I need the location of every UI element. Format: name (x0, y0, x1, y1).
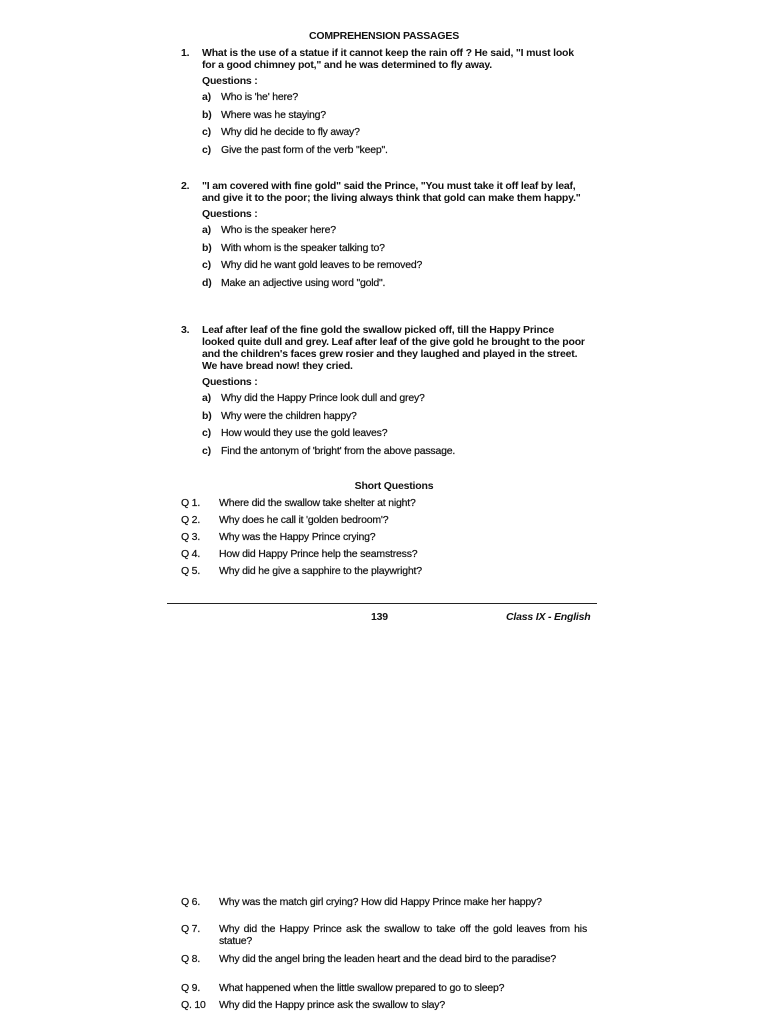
question-item (202, 259, 587, 277)
question-item (202, 126, 587, 144)
question-list (202, 224, 587, 294)
question-item (202, 91, 587, 109)
short-question-text: Why does he call it 'golden bedroom'? (219, 514, 389, 526)
short-questions-heading: Short Questions (354, 480, 434, 492)
question-label: b) (202, 409, 212, 422)
passage-number: 2. (181, 180, 190, 192)
short-question-text: Why was the match girl crying? How did Happy Prince make her happy? (219, 896, 542, 908)
short-question-text: Where did the swallow take shelter at night? (219, 497, 416, 509)
footer-class-label: Class IX - English (506, 611, 591, 623)
question-label: b) (202, 108, 212, 121)
question-text: Why did he want gold leaves to be removed? (221, 259, 423, 272)
short-question-text: Why was the Happy Prince crying? (219, 531, 376, 543)
short-question (181, 497, 587, 514)
question-item (202, 427, 587, 445)
question-item (202, 392, 587, 410)
short-question-number: Q 7. (181, 923, 201, 935)
short-questions-list (181, 497, 587, 582)
short-question (181, 923, 587, 953)
passage-2 (181, 180, 587, 294)
question-label: b) (202, 241, 212, 254)
short-question (181, 531, 587, 548)
passage-number: 1. (181, 47, 190, 59)
question-text: Why did the Happy Prince look dull and grey? (221, 392, 425, 404)
question-label: c) (202, 427, 211, 440)
question-text: With whom is the speaker talking to? (221, 241, 385, 254)
passage-1 (181, 47, 587, 161)
question-label: c) (202, 143, 211, 156)
question-item (202, 242, 587, 260)
question-list (202, 91, 587, 161)
short-question-text: Why did he give a sapphire to the playwright? (219, 565, 422, 577)
question-item (202, 144, 587, 162)
question-item (202, 277, 587, 295)
question-text: How would they use the gold leaves? (221, 427, 388, 440)
question-label: a) (202, 224, 211, 236)
question-item (202, 109, 587, 127)
short-question (181, 548, 587, 565)
short-question-number: Q 6. (181, 896, 201, 908)
question-text: Give the past form of the verb "keep". (221, 143, 388, 156)
question-text: Who is 'he' here? (221, 91, 299, 103)
question-item (202, 445, 587, 463)
short-question-number: Q 3. (181, 531, 201, 543)
question-text: Make an adjective using word "gold". (221, 276, 386, 289)
short-question-text: What happened when the little swallow prepared to go to sleep? (219, 982, 505, 994)
page-title: COMPREHENSION PASSAGES (308, 30, 459, 42)
question-list (202, 392, 587, 462)
short-question-text: How did Happy Prince help the seamstress? (219, 548, 418, 560)
passage-3 (181, 324, 587, 462)
questions-label: Questions : (202, 75, 258, 87)
short-question-number: Q 8. (181, 953, 201, 965)
short-question (181, 953, 587, 982)
short-question (181, 999, 587, 1016)
question-label: c) (202, 126, 211, 139)
question-label: c) (202, 259, 211, 272)
passage-text: What is the use of a statue if it cannot keep the rain off ? He said, "I must look for a good chimney pot," and he was determined to fly away. (202, 47, 574, 71)
short-question (181, 896, 587, 923)
short-questions-list-continued (181, 896, 587, 1016)
short-question-number: Q 4. (181, 548, 201, 560)
short-question-text: Why did the Happy Prince ask the swallow to take off the gold leaves from his statue? (219, 923, 587, 947)
question-item (202, 410, 587, 428)
question-text: Why were the children happy? (221, 409, 357, 422)
question-label: c) (202, 444, 211, 457)
footer-divider (167, 603, 597, 604)
short-question-text: Why did the Happy prince ask the swallow to slay? (219, 999, 445, 1011)
short-question (181, 982, 587, 999)
questions-label: Questions : (202, 208, 258, 220)
question-text: Who is the speaker here? (221, 224, 336, 236)
short-question-number: Q 5. (181, 565, 201, 577)
short-question-number: Q 1. (181, 497, 201, 509)
question-text: Why did he decide to fly away? (221, 126, 360, 139)
question-item (202, 224, 587, 242)
question-text: Where was he staying? (221, 108, 326, 121)
short-question-text: Why did the angel bring the leaden heart and the dead bird to the paradise? (219, 953, 557, 965)
question-label: d) (202, 276, 212, 289)
passage-text: "I am covered with fine gold" said the Prince, "You must take it off leaf by leaf, and give it to the poor; the living always think that gold can make them happy." (202, 180, 581, 204)
questions-label: Questions : (202, 376, 258, 388)
question-text: Find the antonym of 'bright' from the above passage. (221, 444, 456, 457)
passage-text: Leaf after leaf of the fine gold the swallow picked off, till the Happy Prince looked quite dull and grey. Leaf after leaf of the give gold he brought to the poor and the children's faces grew rosier and they laughed and played in the street. We have bread now! they cried. (202, 324, 585, 372)
question-label: a) (202, 91, 211, 103)
short-question-number: Q 2. (181, 514, 201, 526)
short-question-number: Q 9. (181, 982, 201, 994)
page-number: 139 (371, 611, 388, 623)
short-question-number: Q. 10 (181, 999, 206, 1011)
question-label: a) (202, 392, 211, 404)
passage-number: 3. (181, 324, 190, 336)
short-question (181, 514, 587, 531)
short-question (181, 565, 587, 582)
